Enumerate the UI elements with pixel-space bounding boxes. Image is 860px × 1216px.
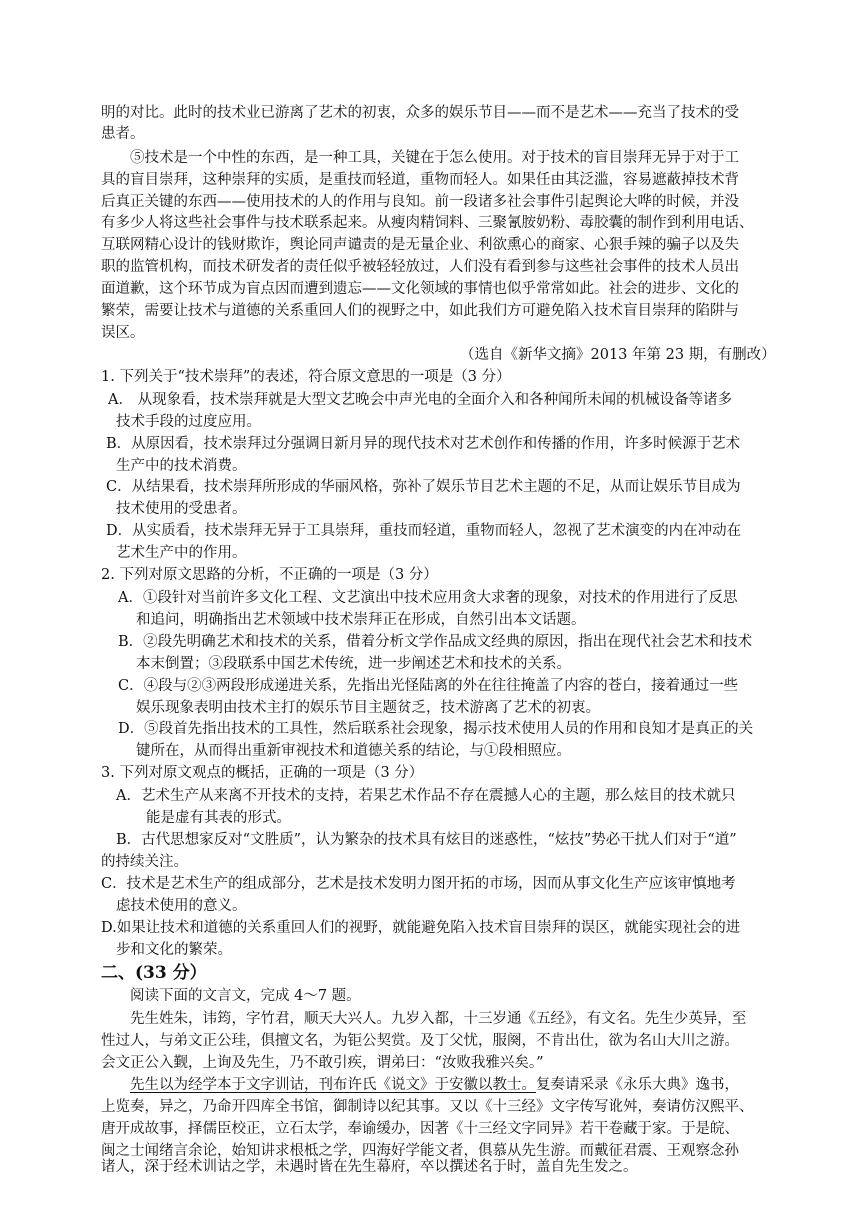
section-2-intro: 阅读下面的文言文，完成 4～7 题。 [130,988,361,1005]
question-3-option-d-cont: 步和文化的繁荣。 [116,941,232,958]
classical-text-line: 闽之士闻绪言余论，始知讲求根柢之学，四海好学能文者，俱慕从先生游。而戴征君震、王观察念孙 [101,1142,739,1159]
question-2-option-b: B．②段先明确艺术和技术的关系，借着分析文学作品成文经典的原因，指出在现代社会艺术和技术 [118,633,753,650]
question-2-option-d-cont: 键所在，从而得出重新审视技术和道德关系的结论，与①段相照应。 [136,743,571,760]
question-1-option-a-cont: 技术手段的过度应用。 [116,413,261,430]
question-2-stem: 2. 下列对原文思路的分析，不正确的一项是（3 分） [101,567,438,584]
question-2-option-c-cont: 娱乐现象表明由技术主打的娱乐节目主题贫乏，技术游离了艺术的初衷。 [136,699,600,716]
question-2-option-d: D．⑤段首先指出技术的工具性，然后联系社会现象，揭示技术使用人员的作用和良知才是真正的关 [118,721,754,738]
source-citation: （选自《新华文摘》2013 年第 23 期，有删改） [460,346,776,363]
paragraph-5-line: 面道歉，这个环节成为盲点因而遭到遗忘——文化领域的事情也似乎常常如此。社会的进步、文化的 [101,281,739,298]
passage-line: 患者。 [101,125,145,142]
question-1-option-b-cont: 生产中的技术消费。 [116,457,247,474]
question-2-option-a: A．①段针对当前许多文化工程、文艺演出中技术应用贪大求奢的现象，对技术的作用进行了反思 [118,589,738,606]
question-1-option-c: C．从结果看，技术崇拜所形成的华丽风格，弥补了娱乐节目艺术主题的不足，从而让娱乐节目成为 [106,479,741,496]
question-1-option-c-cont: 技术使用的受患者。 [116,501,247,518]
question-1-option-a: A． 从现象看，技术崇拜就是大型文艺晚会中声光电的全面介入和各种闻所未闻的机械设备等诸多 [108,391,733,408]
question-3-stem: 3. 下列对原文观点的概括，正确的一项是（3 分） [101,765,424,782]
classical-text-line: 上览奏，异之，乃命开四库全书馆，御制诗以纪其事。又以《十三经》文字传写讹舛，奏请仿汉熙平、 [101,1098,754,1115]
question-2-option-c: C．④段与②③两段形成递进关系，先指出光怪陆离的外在往往掩盖了内容的苍白，接着通过一些 [118,677,739,694]
question-3-option-a-cont: 能是虚有其表的形式。 [146,810,291,827]
paragraph-5-line: ⑤技术是一个中性的东西，是一种工具，关键在于怎么使用。对于技术的盲目崇拜无异于对于工 [130,149,739,166]
classical-text-line: 唐开成故事，择儒臣校正，立石太学，奉谕缓办，因著《十三经文字同异》若干卷藏于家。于是皖、 [101,1120,739,1137]
paragraph-5-line: 有多少人将这些社会事件与技术联系起来。从瘦肉精饲料、三聚氰胺奶粉、毒胶囊的制作到利用电话、 [101,215,754,232]
paragraph-5-line: 后真正关键的东西——使用技术的人的作用与良知。前一段诸多社会事件引起舆论大哗的时候，并没 [101,193,739,210]
section-2-heading: 二、(33 分） [101,963,207,984]
question-1-option-d: D．从实质看，技术崇拜无异于工具崇拜，重技而轻道，重物而轻人，忽视了艺术演变的内在冲动在 [106,523,742,540]
classical-text-line [130,1074,739,1096]
paragraph-5-line: 职的监管机构，而技术研发者的责任似乎被轻轻放过，人们没有看到参与这些社会事件的技术人员出 [101,259,739,276]
classical-text-line: 性过人，与弟文正公珪，俱擅文名，为钜公契赏。及丁父忧，服阕，不肯出仕，欲为名山大川之游。 [101,1033,739,1050]
question-3-option-a: A．艺术生产从来离不开技术的支持，若果艺术作品不存在震撼人心的主题，那么炫目的技术就只 [116,788,736,805]
classical-text-line: 先生姓朱，讳筠，字竹君，顺天大兴人。九岁入都，十三岁通《五经》，有文名。先生少英异，至 [130,1011,747,1028]
question-1-option-b: B．从原因看，技术崇拜过分强调日新月异的现代技术对艺术创作和传播的作用，许多时候源于艺术 [106,435,741,452]
question-3-option-b-cont: 的持续关注。 [101,853,188,870]
paragraph-5-line: 互联网精心设计的钱财欺诈，舆论同声谴责的是无量企业、利欲熏心的商家、心狠手辣的骗子以及失 [101,237,739,254]
paragraph-5-line: 误区。 [101,325,145,342]
classical-text-fragment: 复奏请采录《永乐大典》逸书， [536,1076,739,1093]
passage-line: 明的对比。此时的技术业已游离了艺术的初衷，众多的娱乐节目——而不是艺术——充当了技术的受 [101,104,739,121]
question-1-option-d-cont: 艺术生产中的作用。 [116,545,247,562]
question-3-option-d: D.如果让技术和道德的关系重回人们的视野，就能避免陷入技术盲目崇拜的误区，就能实现社会的进 [101,919,741,936]
question-3-option-b: B．古代思想家反对“文胜质”，认为繁杂的技术具有炫目的迷惑性，“炫技”势必干扰人们对于“道” [116,832,737,849]
question-2-option-b-cont: 本末倒置；③段联系中国艺术传统，进一步阐述艺术和技术的关系。 [136,655,571,672]
question-2-option-a-cont: 和追问，明确指出艺术领域中技术崇拜正在形成，自然引出本文话题。 [136,611,586,628]
paragraph-5-line: 繁荣，需要让技术与道德的关系重回人们的视野之中，如此我们方可避免陷入技术盲目崇拜的陷阱与 [101,303,739,320]
question-3-option-c: C．技术是艺术生产的组成部分，艺术是技术发明力图开拓的市场，因而从事文化生产应该审慎地考 [101,875,736,892]
paragraph-5-line: 具的盲目崇拜，这种崇拜的实质，是重技而轻道，重物而轻人。如果任由其泛滥，容易遮蔽掉技术背 [101,171,739,188]
underlined-sentence: 先生以为经学本于文字训诂，刊布许氏《说文》于安徽以教士。 [130,1076,536,1093]
classical-text-line: 会文正公入觐，上询及先生，乃不敢引疾，谓弟曰：“汝败我雅兴矣。” [101,1055,544,1072]
question-3-option-c-cont: 虑技术使用的意义。 [116,897,247,914]
question-1-stem: 1. 下列关于“技术崇拜”的表述，符合原文意思的一项是（3 分） [101,368,511,385]
classical-text-line: 诸人，深于经术训诂之学，未遇时皆在先生幕府，卒以撰述名于时，盖自先生发之。 [101,1159,638,1175]
